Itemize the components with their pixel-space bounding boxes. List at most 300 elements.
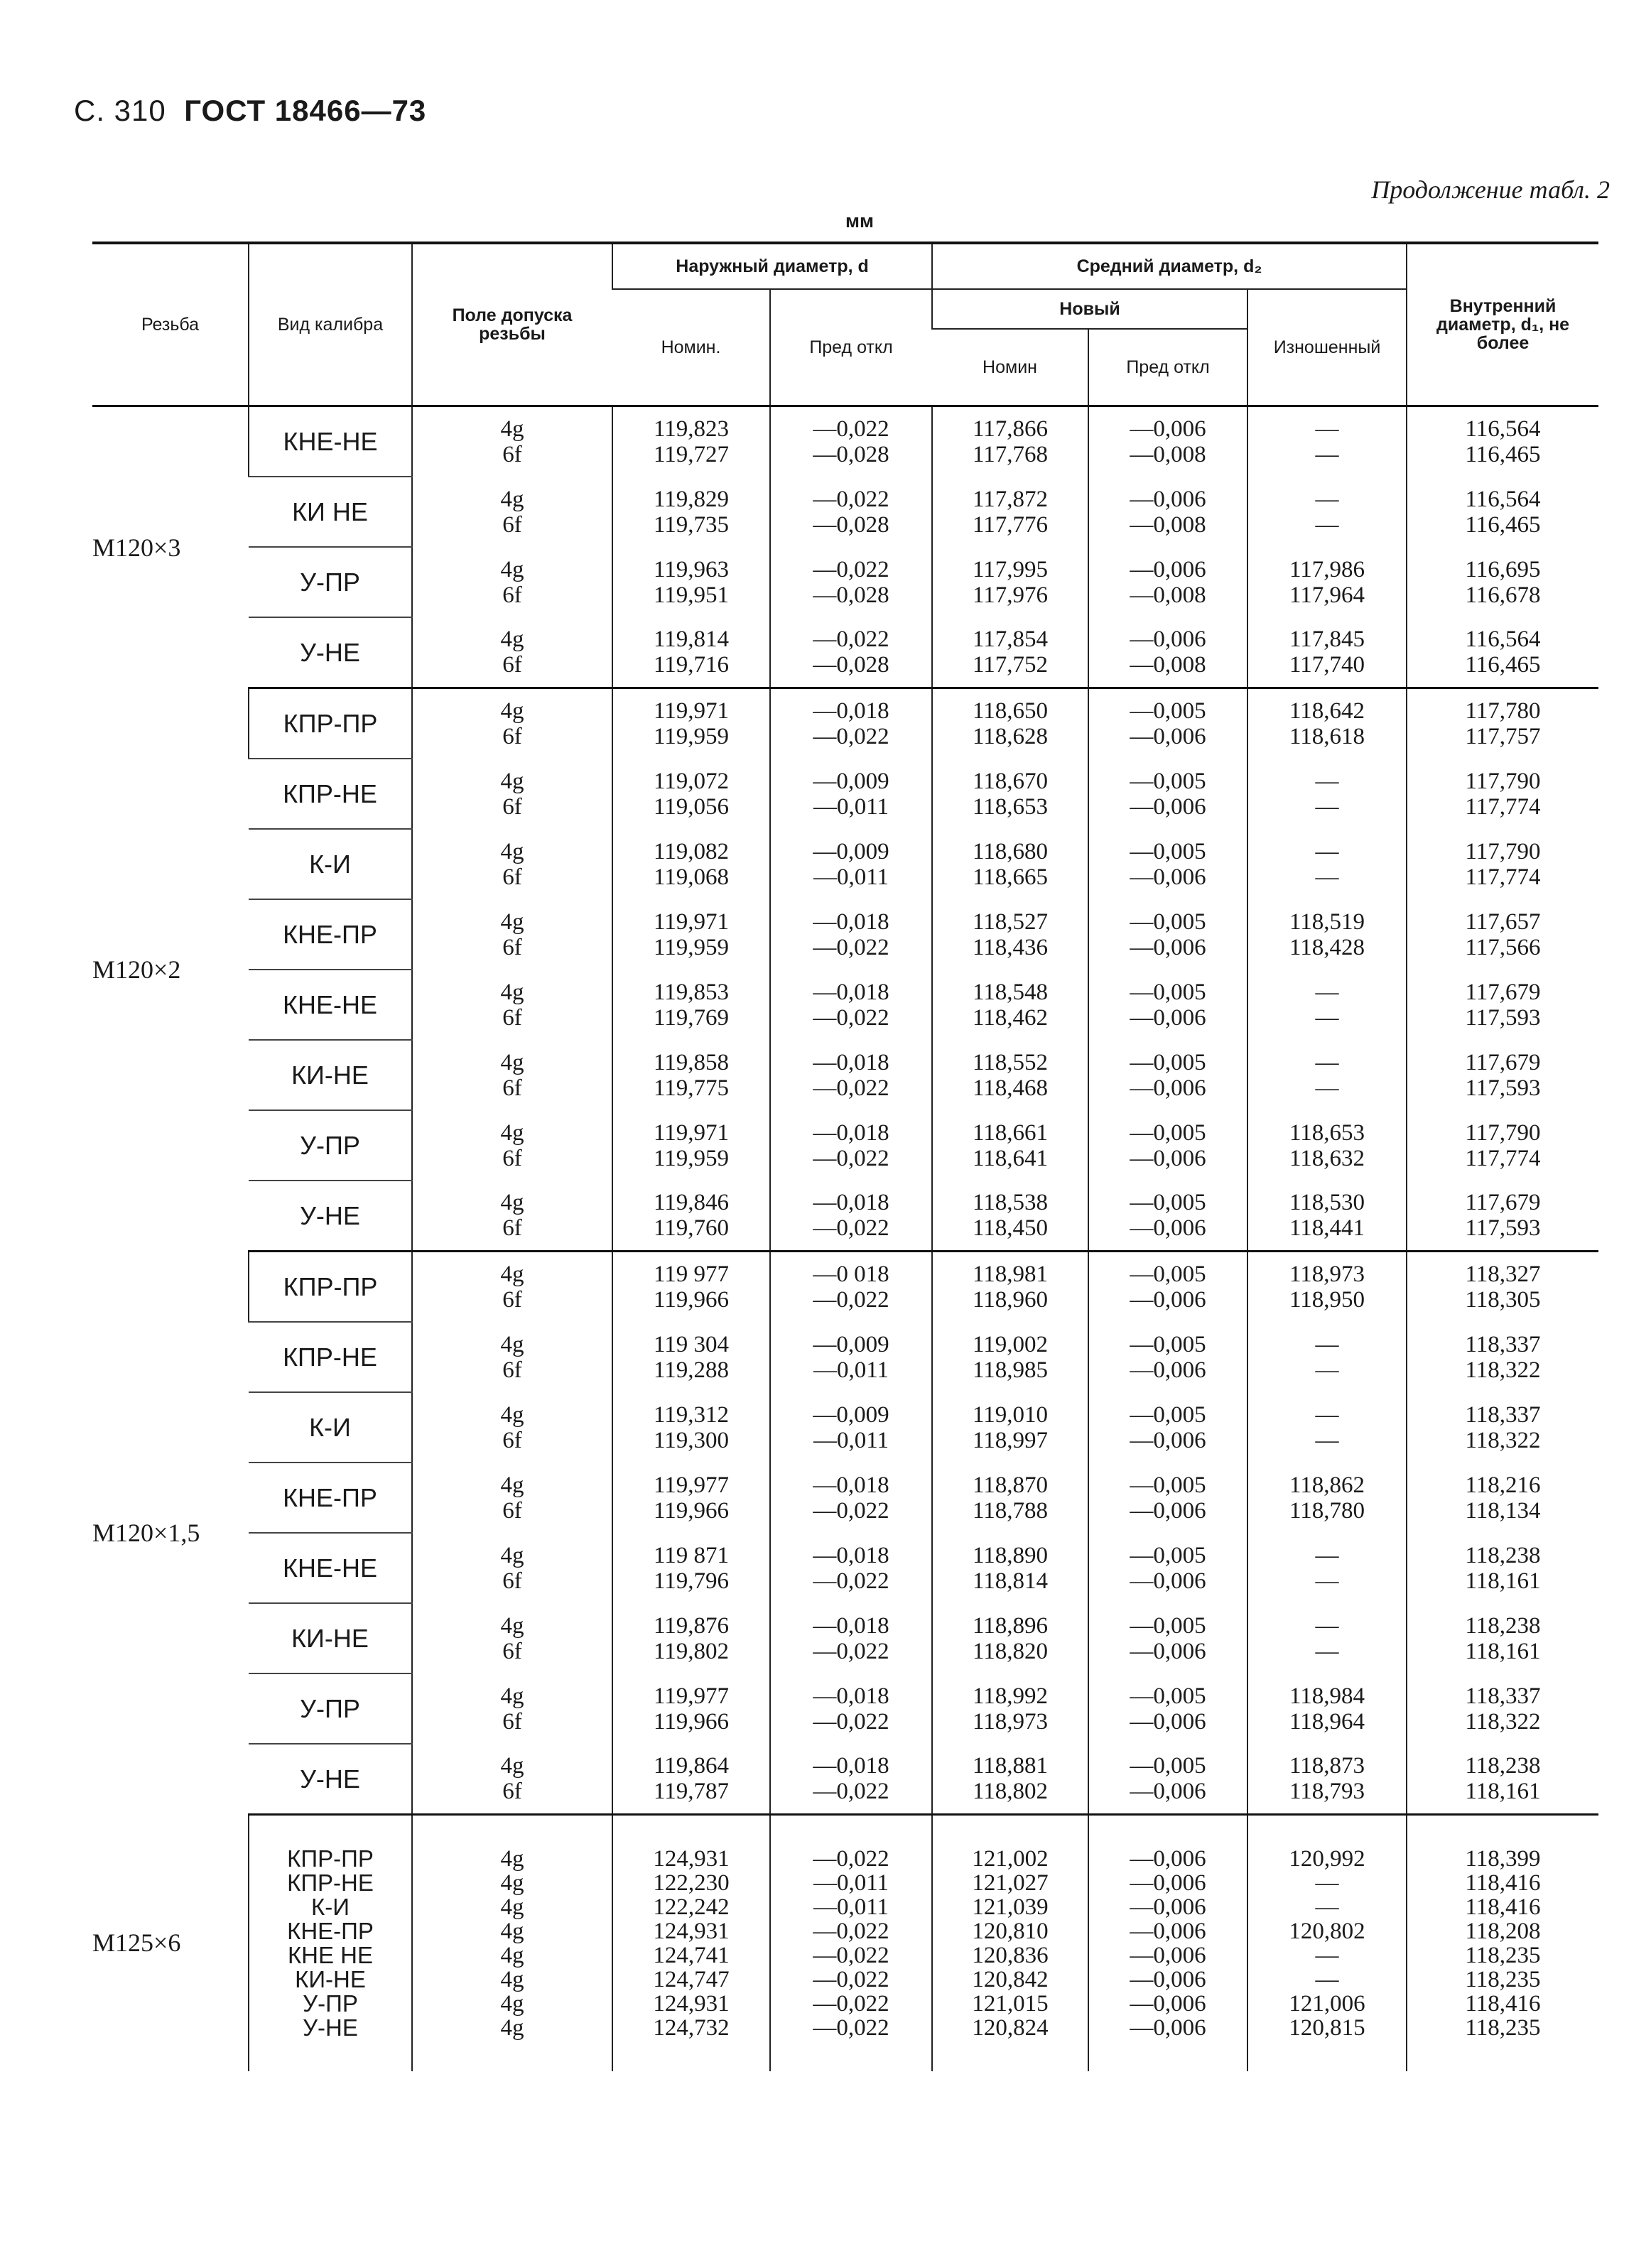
worn-value: 120,992 [1289,1846,1365,1872]
gauge-type-value: КПР-ПР [287,1845,374,1872]
outer-dev-value: —0,009 [813,1401,889,1428]
outer-dev-value: —0,022 [813,1967,889,1992]
pitch-dev-value: —0,006 [1130,1846,1206,1872]
pitch-nom-cell [932,1533,1088,1603]
pitch-dev-value: —0,005 [1130,1472,1206,1498]
outer-nom-value: 119,846 [653,1190,730,1215]
gauge-type-cell: У-ПР [249,547,412,617]
pitch-dev-value: —0,006 [1130,793,1206,820]
outer-dev-cell [770,759,932,829]
pitch-dev-value: —0,005 [1130,1190,1206,1215]
worn-value: — [1315,1357,1339,1383]
pitch-nom-cell [932,1603,1088,1673]
table-row [92,1463,1598,1533]
worn-value: 120,802 [1289,1919,1365,1944]
worn-value: 118,428 [1289,934,1365,960]
pitch-nom-value: 117,872 [973,486,1049,512]
outer-nom-value: 119,823 [653,416,730,442]
pitch-dev-value: —0,008 [1130,582,1206,608]
tolerance-value: 4g [500,1612,524,1639]
col-thread: Резьба [92,243,249,406]
table-row [92,970,1598,1040]
outer-nom-value: 124,931 [653,1919,730,1944]
tolerance-cell [412,759,612,829]
pitch-nom-value: 118,997 [973,1427,1049,1453]
inner-diameter-cell [1407,1252,1598,1323]
outer-dev-value: —0,022 [813,1919,889,1944]
gauge-type-value: КНЕ НЕ [287,1942,374,1968]
table-row [92,617,1598,688]
inner-diameter-value: 117,679 [1465,1049,1541,1075]
col-outer-nom: Номин. [612,289,770,406]
inner-diameter-cell [1407,688,1598,759]
inner-diameter-cell [1407,899,1598,970]
col-new: Новый [932,289,1247,329]
table-row [92,406,1598,477]
tolerance-value: 4g [500,1967,524,1992]
pitch-dev-value: —0,006 [1130,1708,1206,1735]
tolerance-cell [412,688,612,759]
inner-diameter-cell [1407,1463,1598,1533]
outer-dev-cell [770,1181,932,1252]
tolerance-value: 6f [502,442,522,467]
table-row [92,1533,1598,1603]
tolerance-value: 4g [500,1542,524,1568]
outer-nom-value: 119,814 [653,626,730,652]
tolerance-cell [412,1181,612,1252]
outer-dev-value: —0,009 [813,1331,889,1357]
tolerance-cell [412,1110,612,1181]
worn-value: 121,006 [1289,1991,1365,2017]
pitch-nom-value: 118,896 [973,1612,1049,1639]
outer-dev-cell [770,1322,932,1392]
tolerance-cell [412,547,612,617]
table-row [92,1673,1598,1744]
pitch-dev-cell [1088,759,1247,829]
worn-cell [1247,1815,1407,2072]
outer-dev-value: —0,028 [813,442,889,467]
outer-dev-value: —0,018 [813,1119,889,1146]
pitch-nom-value: 120,842 [972,1967,1049,1992]
outer-dev-value: —0,022 [813,1215,889,1241]
outer-nom-value: 119,312 [653,1401,730,1428]
inner-diameter-value: 116,695 [1465,556,1541,582]
inner-diameter-value: 117,790 [1465,768,1541,794]
tolerance-cell [412,1322,612,1392]
outer-dev-value: —0,022 [813,1145,889,1171]
outer-nom-value: 119,977 [653,1683,730,1709]
outer-nom-value: 119,971 [653,698,730,724]
pitch-nom-value: 121,015 [972,1991,1049,2017]
pitch-dev-cell [1088,1110,1247,1181]
pitch-dev-cell [1088,1322,1247,1392]
outer-nom-value: 119,966 [653,1708,730,1735]
pitch-nom-value: 118,881 [973,1753,1049,1779]
worn-value: 118,530 [1289,1190,1365,1215]
gauge-type-cell: КНЕ-НЕ [249,1533,412,1603]
pitch-nom-value: 118,552 [973,1049,1049,1075]
worn-cell [1247,1463,1407,1533]
worn-value: — [1315,1870,1339,1896]
col-worn: Изношенный [1247,289,1407,406]
tolerance-value: 4g [500,1991,524,2017]
inner-diameter-value: 118,216 [1465,1472,1541,1498]
pitch-dev-value: —0,005 [1130,1753,1206,1779]
inner-diameter-value: 118,235 [1465,2015,1541,2041]
pitch-dev-cell [1088,1392,1247,1463]
outer-nom-cell [612,1392,770,1463]
pitch-nom-value: 118,802 [973,1779,1049,1804]
tolerance-value: 6f [502,1708,522,1735]
inner-diameter-value: 118,416 [1465,1870,1541,1896]
gauge-type-value: КНЕ-ПР [287,1918,374,1944]
pitch-dev-value: —0,005 [1130,1401,1206,1428]
outer-nom-value: 119,056 [653,793,730,820]
worn-cell [1247,1392,1407,1463]
tolerance-value: 6f [502,724,522,749]
pitch-dev-cell [1088,1181,1247,1252]
outer-nom-value: 122,230 [653,1870,730,1896]
pitch-nom-value: 118,890 [973,1542,1049,1568]
outer-nom-value: 119 977 [653,1261,730,1287]
worn-value: 118,964 [1289,1708,1365,1735]
worn-cell [1247,1252,1407,1323]
col-gauge-type: Вид калибра [249,243,412,406]
inner-diameter-value: 118,161 [1465,1779,1541,1804]
pitch-nom-value: 118,680 [973,838,1049,864]
inner-diameter-cell [1407,970,1598,1040]
pitch-dev-value: —0,006 [1130,1894,1206,1920]
pitch-nom-cell [932,1181,1088,1252]
inner-diameter-value: 117,593 [1465,1075,1541,1101]
inner-diameter-value: 116,465 [1465,442,1541,467]
tolerance-value: 4g [500,1261,524,1287]
outer-dev-value: —0,022 [813,1004,889,1031]
outer-nom-cell [612,1110,770,1181]
inner-diameter-value: 118,238 [1465,1753,1541,1779]
inner-diameter-value: 116,564 [1465,486,1541,512]
outer-dev-value: —0,022 [813,1708,889,1735]
inner-diameter-value: 118,134 [1465,1497,1541,1524]
outer-dev-cell [770,477,932,547]
worn-value: — [1315,1049,1339,1075]
unit-label: мм [845,210,874,232]
outer-dev-value: —0,022 [813,556,889,582]
worn-value: — [1315,838,1339,864]
worn-value: 118,653 [1289,1119,1365,1146]
outer-nom-value: 119,959 [653,934,730,960]
outer-dev-cell [770,1815,932,2072]
outer-dev-cell [770,899,932,970]
tolerance-value: 6f [502,793,522,820]
pitch-nom-value: 121,039 [972,1894,1049,1920]
thread-designation: M120×1,5 [92,1519,200,1547]
inner-diameter-value: 117,679 [1465,979,1541,1005]
tolerance-value: 4g [500,626,524,652]
pitch-nom-value: 119,002 [973,1331,1049,1357]
pitch-dev-value: —0,006 [1130,1075,1206,1101]
outer-nom-value: 119,951 [653,582,730,608]
pitch-dev-value: —0,005 [1130,1261,1206,1287]
col-tolerance-field: Поле допуска резьбы [412,243,612,406]
pitch-nom-value: 118,985 [973,1357,1049,1383]
outer-dev-cell [770,1040,932,1110]
worn-cell [1247,759,1407,829]
outer-nom-value: 124,931 [653,1846,730,1872]
worn-value: — [1315,1427,1339,1453]
outer-nom-value: 119,727 [653,442,730,467]
tolerance-value: 6f [502,1075,522,1101]
inner-diameter-value: 118,322 [1465,1357,1541,1383]
tolerance-cell [412,829,612,899]
inner-diameter-value: 116,465 [1465,511,1541,538]
pitch-nom-value: 117,995 [973,556,1049,582]
worn-value: 117,740 [1289,652,1365,678]
worn-value: 117,986 [1289,556,1365,582]
outer-nom-value: 119,068 [653,864,730,890]
worn-cell [1247,1110,1407,1181]
pitch-nom-value: 117,752 [973,652,1049,678]
table-row [92,1392,1598,1463]
col-outer-dev: Пред откл [770,289,932,406]
worn-value: 118,862 [1289,1472,1365,1498]
outer-nom-value: 122,242 [653,1894,730,1920]
inner-diameter-cell [1407,547,1598,617]
tolerance-cell [412,970,612,1040]
pitch-nom-cell [932,1673,1088,1744]
tolerance-cell [412,477,612,547]
gauge-type-cell [249,1815,412,2072]
table-row [92,477,1598,547]
pitch-nom-value: 117,776 [973,511,1049,538]
pitch-nom-value: 118,436 [973,934,1049,960]
tolerance-value: 6f [502,1638,522,1664]
pitch-nom-value: 119,010 [973,1401,1049,1428]
tolerance-value: 4g [500,1472,524,1498]
pitch-dev-value: —0,006 [1130,1497,1206,1524]
inner-diameter-cell [1407,1110,1598,1181]
tolerance-value: 4g [500,1401,524,1428]
pitch-dev-value: —0,006 [1130,1870,1206,1896]
pitch-nom-cell [932,1392,1088,1463]
inner-diameter-value: 117,593 [1465,1215,1541,1241]
outer-nom-value: 119,716 [653,652,730,678]
worn-cell [1247,406,1407,477]
inner-diameter-cell [1407,1673,1598,1744]
tolerance-cell [412,1252,612,1323]
worn-value: — [1315,442,1339,467]
gauge-type-value: КИ-НЕ [295,1966,366,1992]
gauge-type-cell: КНЕ-ПР [249,899,412,970]
outer-dev-value: —0,011 [813,864,889,890]
pitch-dev-value: —0,006 [1130,1943,1206,1968]
pitch-dev-value: —0,006 [1130,416,1206,442]
outer-nom-value: 124,741 [653,1943,730,1968]
table-row [92,1322,1598,1392]
pitch-nom-cell [932,477,1088,547]
outer-dev-cell [770,1110,932,1181]
table-row [92,1744,1598,1815]
table-row [92,1181,1598,1252]
table-row [92,759,1598,829]
pitch-nom-value: 118,628 [973,724,1049,749]
tolerance-value: 6f [502,652,522,678]
tolerance-value: 6f [502,934,522,960]
pitch-nom-value: 118,670 [973,768,1049,794]
outer-dev-cell [770,1252,932,1323]
outer-nom-value: 119,072 [653,768,730,794]
inner-diameter-value: 118,238 [1465,1612,1541,1639]
outer-dev-value: —0,022 [813,934,889,960]
outer-nom-cell [612,829,770,899]
col-inner-diameter: Внутренний диаметр, d₁, не более [1407,243,1598,406]
pitch-nom-value: 118,462 [973,1004,1049,1031]
outer-nom-value: 119,858 [653,1049,730,1075]
pitch-nom-value: 118,548 [973,979,1049,1005]
outer-dev-value: —0,011 [813,793,889,820]
table-row [92,1815,1598,2072]
outer-dev-cell [770,406,932,477]
outer-nom-value: 119 871 [653,1542,730,1568]
pitch-nom-value: 121,027 [972,1870,1049,1896]
tolerance-cell [412,1673,612,1744]
tolerance-cell [412,1603,612,1673]
gauge-type-cell: КИ-НЕ [249,1040,412,1110]
inner-diameter-cell [1407,759,1598,829]
pitch-dev-cell [1088,1040,1247,1110]
pitch-dev-value: —0,006 [1130,1427,1206,1453]
inner-diameter-value: 118,161 [1465,1568,1541,1594]
inner-diameter-cell [1407,1392,1598,1463]
pitch-nom-cell [932,406,1088,477]
table-row [92,1040,1598,1110]
outer-nom-cell [612,1673,770,1744]
outer-nom-value: 124,931 [653,1991,730,2017]
pitch-dev-value: —0,006 [1130,724,1206,749]
outer-nom-value: 119,966 [653,1287,730,1313]
inner-diameter-value: 118,305 [1465,1287,1541,1313]
outer-nom-value: 124,732 [653,2015,730,2041]
outer-dev-cell [770,688,932,759]
pitch-nom-value: 121,002 [972,1846,1049,1872]
worn-cell [1247,477,1407,547]
outer-nom-cell [612,899,770,970]
tolerance-value: 6f [502,1427,522,1453]
outer-dev-value: —0,011 [813,1894,889,1920]
inner-diameter-value: 118,322 [1465,1427,1541,1453]
outer-dev-value: —0,022 [813,416,889,442]
tolerance-value: 4g [500,698,524,724]
tolerance-value: 6f [502,1287,522,1313]
pitch-dev-value: —0,005 [1130,1119,1206,1146]
inner-diameter-value: 117,780 [1465,698,1541,724]
worn-value: — [1315,1075,1339,1101]
inner-diameter-cell [1407,1533,1598,1603]
pitch-dev-value: —0,008 [1130,511,1206,538]
outer-dev-value: —0,018 [813,698,889,724]
outer-dev-cell [770,1744,932,1815]
pitch-nom-cell [932,547,1088,617]
pitch-dev-value: —0,006 [1130,1287,1206,1313]
standard-code: ГОСТ 18466—73 [184,94,427,127]
inner-diameter-value: 118,208 [1465,1919,1541,1944]
pitch-dev-cell [1088,1252,1247,1323]
pitch-nom-cell [932,759,1088,829]
inner-diameter-value: 117,679 [1465,1190,1541,1215]
tolerance-value: 4g [500,1894,524,1920]
pitch-nom-cell [932,1252,1088,1323]
worn-value: 118,984 [1289,1683,1365,1709]
worn-cell [1247,617,1407,688]
gauge-table [92,242,1598,2071]
gauge-type-cell: КПР-НЕ [249,759,412,829]
pitch-nom-cell [932,1744,1088,1815]
outer-dev-cell [770,970,932,1040]
pitch-nom-cell [932,1322,1088,1392]
pitch-nom-value: 117,866 [973,416,1049,442]
outer-nom-cell [612,1533,770,1603]
worn-cell [1247,1673,1407,1744]
pitch-nom-value: 120,836 [972,1943,1049,1968]
pitch-nom-value: 118,960 [973,1287,1049,1313]
outer-dev-cell [770,829,932,899]
inner-diameter-cell [1407,1181,1598,1252]
inner-diameter-value: 117,657 [1465,908,1541,935]
inner-diameter-value: 118,235 [1465,1943,1541,1968]
pitch-dev-cell [1088,617,1247,688]
gauge-type-cell: У-НЕ [249,617,412,688]
outer-nom-value: 119,829 [653,486,730,512]
outer-nom-value: 119,864 [653,1753,730,1779]
pitch-nom-cell [932,1110,1088,1181]
pitch-nom-value: 118,981 [973,1261,1049,1287]
tolerance-cell [412,1533,612,1603]
inner-diameter-value: 118,337 [1465,1331,1541,1357]
pitch-dev-value: —0,006 [1130,1779,1206,1804]
pitch-nom-value: 118,538 [973,1190,1049,1215]
pitch-dev-cell [1088,406,1247,477]
outer-nom-value: 119,959 [653,724,730,749]
tolerance-value: 4g [500,838,524,864]
pitch-nom-value: 117,854 [973,626,1049,652]
gauge-type-cell: К-И [249,1392,412,1463]
table-row [92,1110,1598,1181]
worn-value: 118,642 [1289,698,1365,724]
thread-designation: M120×3 [92,533,181,562]
pitch-dev-value: —0,005 [1130,1049,1206,1075]
table-row [92,1252,1598,1323]
worn-value: — [1315,1894,1339,1920]
pitch-dev-cell [1088,1603,1247,1673]
worn-value: 118,441 [1289,1215,1365,1241]
pitch-nom-value: 118,788 [973,1497,1049,1524]
outer-nom-value: 119,802 [653,1638,730,1664]
inner-diameter-value: 118,416 [1465,1894,1541,1920]
tolerance-value: 4g [500,1119,524,1146]
table-row [92,688,1598,759]
pitch-dev-cell [1088,688,1247,759]
outer-dev-value: —0,022 [813,1497,889,1524]
inner-diameter-cell [1407,829,1598,899]
worn-value: — [1315,1967,1339,1992]
gauge-type-cell: У-ПР [249,1110,412,1181]
worn-value: — [1315,1004,1339,1031]
pitch-dev-value: —0,006 [1130,1215,1206,1241]
outer-dev-cell [770,1392,932,1463]
pitch-dev-value: —0,005 [1130,1331,1206,1357]
tolerance-value: 4g [500,416,524,442]
outer-dev-value: —0,018 [813,1472,889,1498]
